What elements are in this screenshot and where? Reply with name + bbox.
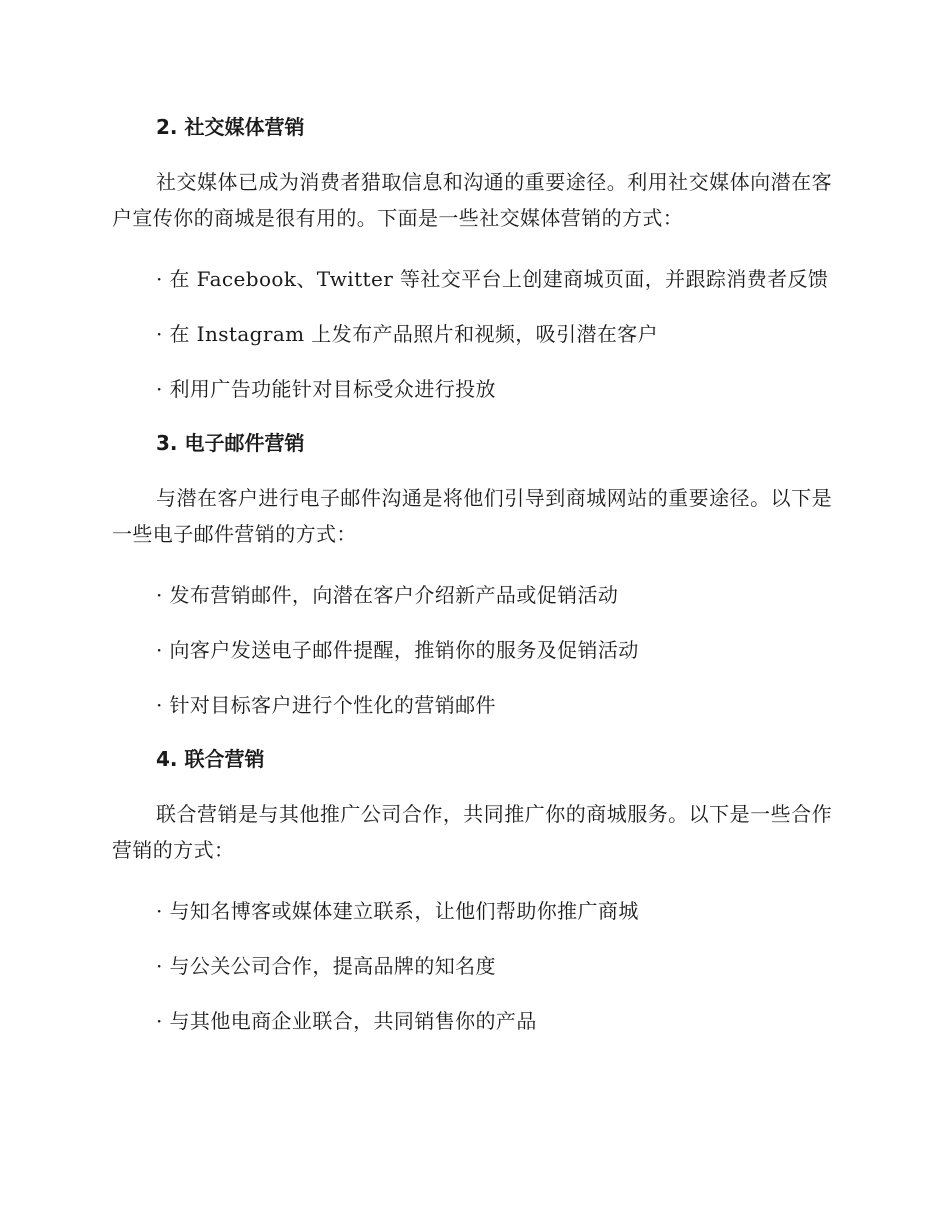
section-paragraph: 与潜在客户进行电子邮件沟通是将他们引导到商城网站的重要途径。以下是一些电子邮件营销的方式： <box>112 486 832 546</box>
section-paragraph: 社交媒体已成为消费者猎取信息和沟通的重要途径。利用社交媒体向潜在客户宣传你的商城是很有用的。下面是一些社交媒体营销的方式： <box>112 170 832 230</box>
bullet-item: · 与公关公司合作，提高品牌的知名度 <box>156 954 496 978</box>
section-heading: 3. 电子邮件营销 <box>156 431 305 455</box>
bullet-item: · 与知名博客或媒体建立联系，让他们帮助你推广商城 <box>156 899 639 923</box>
section-paragraph: 联合营销是与其他推广公司合作，共同推广你的商城服务。以下是一些合作营销的方式： <box>112 802 832 862</box>
bullet-item: · 利用广告功能针对目标受众进行投放 <box>156 377 496 401</box>
bullet-item: · 在 Instagram 上发布产品照片和视频，吸引潜在客户 <box>156 322 659 346</box>
bullet-item: · 与其他电商企业联合，共同销售你的产品 <box>156 1009 537 1033</box>
bullet-item: · 在 Facebook、Twitter 等社交平台上创建商城页面，并跟踪消费者反馈 <box>156 267 829 291</box>
bullet-item: · 针对目标客户进行个性化的营销邮件 <box>156 693 496 717</box>
section-heading: 4. 联合营销 <box>156 747 265 771</box>
bullet-item: · 向客户发送电子邮件提醒，推销你的服务及促销活动 <box>156 638 639 662</box>
bullet-item: · 发布营销邮件，向潜在客户介绍新产品或促销活动 <box>156 583 619 607</box>
section-heading: 2. 社交媒体营销 <box>156 115 305 139</box>
